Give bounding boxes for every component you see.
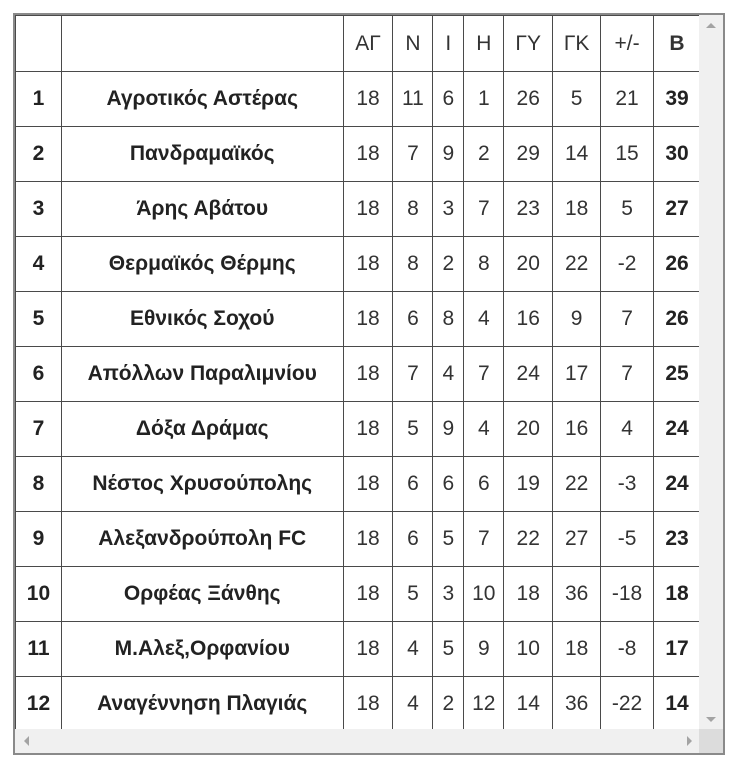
scrollbar-corner	[699, 729, 723, 753]
lost-cell: 6	[464, 457, 504, 512]
played-cell: 18	[343, 457, 393, 512]
lost-cell: 7	[464, 512, 504, 567]
drawn-cell: 6	[433, 72, 464, 127]
goal-difference-cell: 7	[601, 347, 654, 402]
header-goals-against: ΓΚ	[553, 16, 601, 72]
points-cell: 17	[654, 622, 701, 677]
position-cell: 7	[16, 402, 62, 457]
won-cell: 5	[393, 567, 433, 622]
goals-against-cell: 17	[553, 347, 601, 402]
header-goals-for: ΓΥ	[504, 16, 553, 72]
drawn-cell: 2	[433, 237, 464, 292]
scroll-down-arrow-icon[interactable]	[706, 717, 716, 722]
played-cell: 18	[343, 237, 393, 292]
goals-against-cell: 9	[553, 292, 601, 347]
played-cell: 18	[343, 292, 393, 347]
goals-for-cell: 20	[504, 402, 553, 457]
team-name-cell: Αναγέννηση Πλαγιάς	[61, 677, 343, 732]
scroll-right-arrow-icon[interactable]	[687, 736, 692, 746]
team-name-cell: Πανδραμαϊκός	[61, 127, 343, 182]
table-row	[16, 182, 701, 237]
table-row	[16, 292, 701, 347]
goals-for-cell: 22	[504, 512, 553, 567]
table-row	[16, 127, 701, 182]
goals-for-cell: 18	[504, 567, 553, 622]
points-cell: 18	[654, 567, 701, 622]
team-name-cell: Ορφέας Ξάνθης	[61, 567, 343, 622]
played-cell: 18	[343, 402, 393, 457]
points-cell: 30	[654, 127, 701, 182]
position-cell: 9	[16, 512, 62, 567]
goal-difference-cell: -5	[601, 512, 654, 567]
position-cell: 8	[16, 457, 62, 512]
points-cell: 26	[654, 237, 701, 292]
drawn-cell: 3	[433, 567, 464, 622]
scroll-left-arrow-icon[interactable]	[24, 736, 29, 746]
header-points: Β	[654, 16, 701, 72]
won-cell: 7	[393, 127, 433, 182]
position-cell: 11	[16, 622, 62, 677]
played-cell: 18	[343, 72, 393, 127]
header-played: ΑΓ	[343, 16, 393, 72]
lost-cell: 2	[464, 127, 504, 182]
goals-against-cell: 22	[553, 237, 601, 292]
table-row	[16, 512, 701, 567]
lost-cell: 7	[464, 182, 504, 237]
lost-cell: 9	[464, 622, 504, 677]
header-lost: Η	[464, 16, 504, 72]
points-cell: 24	[654, 402, 701, 457]
team-name-cell: Νέστος Χρυσούπολης	[61, 457, 343, 512]
header-drawn: Ι	[433, 16, 464, 72]
table-row	[16, 622, 701, 677]
table-viewport	[15, 15, 701, 731]
table-row	[16, 347, 701, 402]
goal-difference-cell: 4	[601, 402, 654, 457]
points-cell: 24	[654, 457, 701, 512]
goal-difference-cell: 15	[601, 127, 654, 182]
goals-against-cell: 27	[553, 512, 601, 567]
goals-for-cell: 16	[504, 292, 553, 347]
goals-for-cell: 29	[504, 127, 553, 182]
position-cell: 3	[16, 182, 62, 237]
lost-cell: 4	[464, 292, 504, 347]
header-team	[61, 16, 343, 72]
table-row	[16, 567, 701, 622]
position-cell: 4	[16, 237, 62, 292]
lost-cell: 7	[464, 347, 504, 402]
won-cell: 6	[393, 457, 433, 512]
team-name-cell: Θερμαϊκός Θέρμης	[61, 237, 343, 292]
goals-against-cell: 22	[553, 457, 601, 512]
goal-difference-cell: -3	[601, 457, 654, 512]
header-goal-difference: +/-	[601, 16, 654, 72]
won-cell: 6	[393, 292, 433, 347]
table-row	[16, 457, 701, 512]
drawn-cell: 6	[433, 457, 464, 512]
lost-cell: 8	[464, 237, 504, 292]
won-cell: 6	[393, 512, 433, 567]
goal-difference-cell: -8	[601, 622, 654, 677]
table-header-row	[16, 16, 701, 72]
lost-cell: 1	[464, 72, 504, 127]
won-cell: 11	[393, 72, 433, 127]
position-cell: 2	[16, 127, 62, 182]
table-row	[16, 72, 701, 127]
scroll-up-arrow-icon[interactable]	[706, 23, 716, 28]
header-position	[16, 16, 62, 72]
goal-difference-cell: 7	[601, 292, 654, 347]
won-cell: 4	[393, 622, 433, 677]
goals-against-cell: 14	[553, 127, 601, 182]
lost-cell: 12	[464, 677, 504, 732]
table-row	[16, 677, 701, 732]
horizontal-scrollbar[interactable]	[15, 729, 701, 753]
lost-cell: 4	[464, 402, 504, 457]
standings-table-container	[13, 13, 725, 755]
position-cell: 10	[16, 567, 62, 622]
points-cell: 23	[654, 512, 701, 567]
header-won: Ν	[393, 16, 433, 72]
goal-difference-cell: 21	[601, 72, 654, 127]
won-cell: 5	[393, 402, 433, 457]
drawn-cell: 4	[433, 347, 464, 402]
position-cell: 1	[16, 72, 62, 127]
goals-for-cell: 24	[504, 347, 553, 402]
goals-against-cell: 18	[553, 182, 601, 237]
played-cell: 18	[343, 182, 393, 237]
goals-against-cell: 5	[553, 72, 601, 127]
position-cell: 12	[16, 677, 62, 732]
team-name-cell: Μ.Αλεξ,Ορφανίου	[61, 622, 343, 677]
goal-difference-cell: -22	[601, 677, 654, 732]
goals-for-cell: 19	[504, 457, 553, 512]
goals-against-cell: 18	[553, 622, 601, 677]
played-cell: 18	[343, 127, 393, 182]
played-cell: 18	[343, 677, 393, 732]
goals-for-cell: 23	[504, 182, 553, 237]
team-name-cell: Απόλλων Παραλιμνίου	[61, 347, 343, 402]
points-cell: 14	[654, 677, 701, 732]
team-name-cell: Αγροτικός Αστέρας	[61, 72, 343, 127]
drawn-cell: 9	[433, 127, 464, 182]
goal-difference-cell: 5	[601, 182, 654, 237]
drawn-cell: 8	[433, 292, 464, 347]
position-cell: 5	[16, 292, 62, 347]
drawn-cell: 2	[433, 677, 464, 732]
drawn-cell: 3	[433, 182, 464, 237]
goals-against-cell: 16	[553, 402, 601, 457]
team-name-cell: Εθνικός Σοχού	[61, 292, 343, 347]
goals-for-cell: 26	[504, 72, 553, 127]
won-cell: 4	[393, 677, 433, 732]
goals-against-cell: 36	[553, 567, 601, 622]
played-cell: 18	[343, 347, 393, 402]
team-name-cell: Αλεξανδρούπολη FC	[61, 512, 343, 567]
points-cell: 25	[654, 347, 701, 402]
played-cell: 18	[343, 512, 393, 567]
lost-cell: 10	[464, 567, 504, 622]
team-name-cell: Δόξα Δράμας	[61, 402, 343, 457]
drawn-cell: 9	[433, 402, 464, 457]
points-cell: 26	[654, 292, 701, 347]
table-row	[16, 402, 701, 457]
goals-for-cell: 14	[504, 677, 553, 732]
team-name-cell: Άρης Αβάτου	[61, 182, 343, 237]
points-cell: 27	[654, 182, 701, 237]
position-cell: 6	[16, 347, 62, 402]
won-cell: 8	[393, 237, 433, 292]
goals-for-cell: 20	[504, 237, 553, 292]
standings-table	[15, 15, 701, 731]
goals-for-cell: 10	[504, 622, 553, 677]
goal-difference-cell: -18	[601, 567, 654, 622]
table-row	[16, 237, 701, 292]
won-cell: 8	[393, 182, 433, 237]
drawn-cell: 5	[433, 622, 464, 677]
goal-difference-cell: -2	[601, 237, 654, 292]
played-cell: 18	[343, 567, 393, 622]
won-cell: 7	[393, 347, 433, 402]
drawn-cell: 5	[433, 512, 464, 567]
points-cell: 39	[654, 72, 701, 127]
played-cell: 18	[343, 622, 393, 677]
goals-against-cell: 36	[553, 677, 601, 732]
vertical-scrollbar[interactable]	[699, 15, 723, 731]
